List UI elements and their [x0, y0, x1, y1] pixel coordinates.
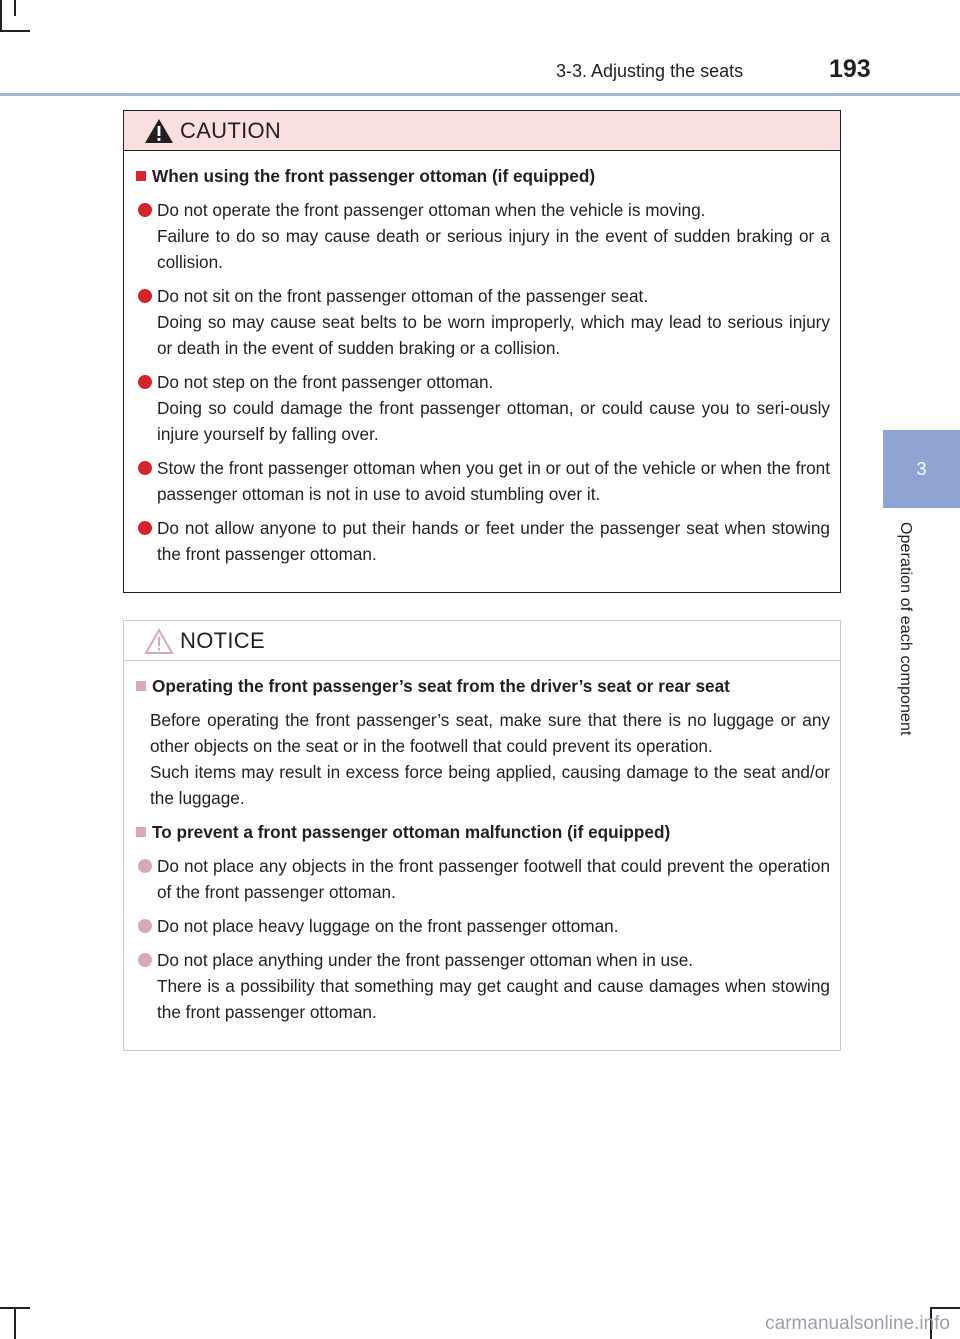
- notice-body: [124, 661, 840, 1025]
- notice-item-line: Do not place anything under the front passenger ottoman when in use.: [157, 950, 694, 970]
- caution-item: [134, 197, 830, 275]
- caution-item: [134, 455, 830, 507]
- notice-item: [134, 947, 830, 1025]
- caution-heading: [134, 163, 830, 189]
- crop-mark: [14, 0, 16, 16]
- notice-item-line: Do not place heavy luggage on the front passenger ottoman.: [157, 916, 619, 936]
- notice-item: [134, 853, 830, 905]
- notice-heading-text: Operating the front passenger’s seat from the driver’s seat or rear seat: [152, 676, 730, 696]
- notice-title: NOTICE: [180, 627, 265, 653]
- header-rule: [0, 93, 960, 96]
- notice-item-line: Do not place any objects in the front passenger footwell that could prevent the operation of the front passenger ottoman.: [157, 856, 830, 902]
- watermark: carmanualsonline.info: [765, 1313, 950, 1334]
- bullet-dot-icon: [138, 203, 152, 217]
- caution-item-detail: Failure to do so may cause death or serious injury in the event of sudden braking or a collision.: [157, 226, 830, 272]
- page-number: 193: [829, 55, 871, 83]
- warning-triangle-icon: [144, 117, 174, 145]
- bullet-dot-icon: [138, 289, 152, 303]
- caution-box: [123, 110, 841, 593]
- notice-header: [124, 621, 840, 661]
- crop-mark: [0, 30, 30, 32]
- crop-mark: [930, 1307, 960, 1309]
- caution-item-line: Do not step on the front passenger ottoman.: [157, 372, 494, 392]
- bullet-dot-icon: [138, 521, 152, 535]
- crop-mark: [14, 1309, 16, 1339]
- notice-item-detail: There is a possibility that something may get caught and cause damages when stowing the front passenger ottoman.: [157, 976, 830, 1022]
- caution-header: [124, 111, 840, 151]
- chapter-number: 3: [916, 458, 927, 479]
- chapter-tab: [883, 430, 960, 508]
- bullet-dot-icon: [138, 919, 152, 933]
- bullet-dot-icon: [138, 461, 152, 475]
- notice-heading: [134, 819, 830, 845]
- notice-paragraph-text: Before operating the front passenger’s seat, make sure that there is no luggage or any other objects on the seat or in the footwell that could prevent its operation.: [150, 710, 830, 756]
- bullet-dot-icon: [138, 859, 152, 873]
- notice-paragraph-text: Such items may result in excess force being applied, causing damage to the seat and/or the luggage.: [150, 762, 830, 808]
- square-bullet-icon: [136, 827, 146, 837]
- square-bullet-icon: [136, 171, 146, 181]
- crop-mark: [0, 0, 2, 30]
- chapter-label: Operation of each component: [897, 522, 914, 736]
- caution-item-detail: Doing so may cause seat belts to be worn improperly, which may lead to serious injury or death in the event of sudden braking or a collision.: [157, 312, 830, 358]
- notice-box: [123, 620, 841, 1051]
- caution-item: [134, 369, 830, 447]
- caution-item-line: Do not operate the front passenger ottoman when the vehicle is moving.: [157, 200, 706, 220]
- square-bullet-icon: [136, 681, 146, 691]
- caution-item-detail: Doing so could damage the front passenger ottoman, or could cause you to seri-ously injure yourself by falling over.: [157, 398, 830, 444]
- bullet-dot-icon: [138, 375, 152, 389]
- notice-heading-text: To prevent a front passenger ottoman malfunction (if equipped): [152, 822, 671, 842]
- notice-paragraph: [134, 707, 830, 811]
- section-title: 3-3. Adjusting the seats: [556, 61, 744, 81]
- caution-item-line: Do not sit on the front passenger ottoman of the passenger seat.: [157, 286, 649, 306]
- caution-item-line: Stow the front passenger ottoman when you get in or out of the vehicle or when the front passenger ottoman is not in use to avoid stumbling over it.: [157, 458, 830, 504]
- caution-heading-text: When using the front passenger ottoman (if equipped): [152, 166, 596, 186]
- bullet-dot-icon: [138, 953, 152, 967]
- caution-item: [134, 283, 830, 361]
- notice-item: [134, 913, 830, 939]
- caution-title: CAUTION: [180, 117, 282, 143]
- caution-body: [124, 151, 840, 567]
- caution-item: [134, 515, 830, 567]
- notice-triangle-icon: [144, 627, 174, 655]
- notice-heading: [134, 673, 830, 699]
- caution-item-line: Do not allow anyone to put their hands or feet under the passenger seat when stowing the front passenger ottoman.: [157, 518, 830, 564]
